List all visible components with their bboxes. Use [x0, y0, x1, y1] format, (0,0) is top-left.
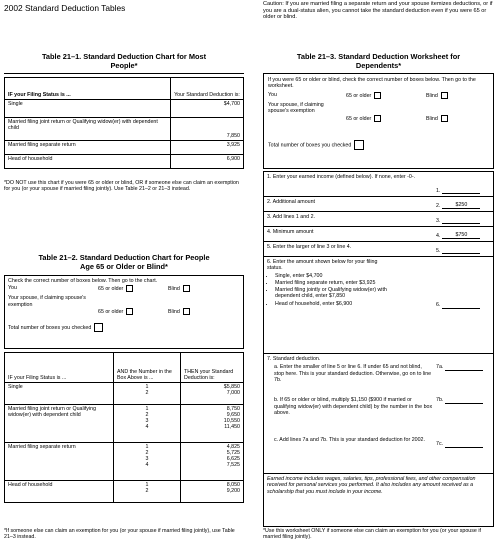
you-label: You: [8, 285, 17, 292]
you-label: You: [268, 91, 277, 98]
line-2-value: $250: [442, 202, 480, 209]
group-status: Head of household: [5, 481, 114, 503]
spouse-label: Your spouse, if claiming spouse's exemption: [268, 101, 324, 115]
col-deduction-header: THEN your Standard Deduction is:: [181, 353, 244, 383]
col-number-header: AND the Number in the Box Above is ...: [114, 353, 181, 383]
line-7b-input[interactable]: [445, 397, 483, 404]
total-label: Total number of boxes you checked: [8, 325, 92, 332]
row-status: Head of household: [5, 155, 171, 169]
total-box[interactable]: [354, 140, 364, 150]
worksheet: [263, 171, 494, 527]
blind-label: Blind: [426, 92, 438, 99]
table-21-2-checkbox-box: [4, 275, 244, 349]
blind-label: Blind: [168, 309, 180, 316]
row-status: Married filing joint return or Qualifying widow(er) with dependent child: [5, 118, 171, 141]
row-amount: $4,700: [171, 100, 244, 118]
worksheet-line-6: 6. Enter the amount shown below for your filing status. • Single, enter $4,700 • Married filing separate return, enter $3,925 • Married filing jointly or Qualifying widow(er) with dependent child, enter $7,850 • Head of household, enter $6,900 6.: [264, 257, 493, 354]
checkbox-spouse-blind[interactable]: [441, 115, 448, 122]
line-1-input[interactable]: [442, 187, 480, 194]
spouse-label: Your spouse, if claiming spouse's exemption: [8, 295, 86, 308]
row-status: Single: [5, 100, 171, 118]
checkbox-you-65[interactable]: [126, 285, 133, 292]
row-amount: 7,850: [171, 118, 244, 141]
total-box[interactable]: [94, 323, 103, 332]
line-7c-input[interactable]: [445, 441, 483, 448]
checkbox-you-blind[interactable]: [441, 92, 448, 99]
table-21-3-title: Table 21–3. Standard Deduction Worksheet for Dependents*: [296, 52, 461, 70]
worksheet-line-2: 2. Additional amount 2. $250: [264, 197, 493, 212]
checkbox-you-65[interactable]: [374, 92, 381, 99]
caution-note: Caution: If you are married filing a separate return and your spouse itemizes deductions, or if you are a dual-status alien, you cannot take the standard deduction even if you were 65 or older or blind.: [263, 1, 493, 21]
older-label: 65 or older: [98, 309, 124, 316]
blind-label: Blind: [426, 115, 438, 122]
group-status: Single: [5, 383, 114, 405]
worksheet-line-3: 3. Add lines 1 and 2. 3.: [264, 212, 493, 227]
worksheet-line-5: 5. Enter the larger of line 3 or line 4. 5.: [264, 242, 493, 257]
table-21-1: [4, 77, 244, 169]
checkbox-spouse-65[interactable]: [126, 308, 133, 315]
total-label: Total number of boxes you checked: [268, 142, 352, 149]
blind-label: Blind: [168, 286, 180, 293]
older-label: 65 or older: [346, 115, 372, 122]
line-7a-input[interactable]: [445, 364, 483, 371]
line-6-input[interactable]: [442, 302, 480, 309]
filing-status-list: • Single, enter $4,700 • Married filing separate return, enter $3,925 • Married filing jointly or Qualifying widow(er) with dependent child, enter $7,850 • Head of household, enter $6,900: [267, 273, 407, 307]
checkbox-spouse-65[interactable]: [374, 115, 381, 122]
older-label: 65 or older: [346, 92, 372, 99]
header-deduction: Your Standard Deduction is:: [171, 78, 244, 100]
line-5-input[interactable]: [442, 247, 480, 254]
table-21-1-rule: [4, 73, 244, 74]
checkbox-spouse-blind[interactable]: [183, 308, 190, 315]
group-status: Married filing separate return: [5, 443, 114, 481]
col-status-header: IF your Filing Status is ...: [5, 353, 114, 383]
earned-income-note: Earned income includes wages, salaries, tips, professional fees, and other compensation received for personal services you performed. It also includes any amount received as a scholarship that you must include in your income.: [267, 476, 476, 495]
page-title: 2002 Standard Deduction Tables: [4, 3, 126, 13]
worksheet-line-7: 7. Standard deduction. a. Enter the smaller of line 5 or line 6. If under 65 and not blind, stop here. This is your standard deduction. Otherwise, go on to line 7b. 7a. b. If 65 or older or blind, multiply $1,150 ($900 if married or qualifying widow(er) with dependent child) by the number in the box above. 7b. c. Add lines 7a and 7b. This is your standard deduction for 2002. 7c.: [264, 354, 493, 474]
older-label: 65 or older: [98, 286, 124, 293]
worksheet-line-1: 1. Enter your earned income (defined below). If none, enter -0-. 1.: [264, 172, 493, 197]
table-21-1-title: Table 21–1. Standard Deduction Chart for Most People*: [41, 52, 207, 70]
table-21-1-footnote: *DO NOT use this chart if you were 65 or older or blind, OR if someone else can claim an exemption for you (or your spouse if married filing jointly). Use Table 21–2 or 21–3 instead.: [4, 180, 239, 193]
table-21-3-checkbox-box: [263, 73, 494, 169]
row-status: Married filing separate return: [5, 141, 171, 155]
group-status: Married filing joint return or Qualifying widow(er) with dependent child: [5, 405, 114, 443]
row-amount: 6,900: [171, 155, 244, 169]
worksheet-line-4: 4. Minimum amount 4. $750: [264, 227, 493, 242]
table-21-2-title: Table 21–2. Standard Deduction Chart for People Age 65 or Older or Blind*: [38, 253, 210, 271]
checkbox-you-blind[interactable]: [183, 285, 190, 292]
line-4-value: $750: [442, 232, 480, 239]
table-21-3-footnote: *Use this worksheet ONLY if someone else can claim an exemption for you (or your spouse if married filing jointly).: [263, 528, 481, 541]
line-3-input[interactable]: [442, 217, 480, 224]
row-amount: 3,925: [171, 141, 244, 155]
table-21-2: IF your Filing Status is ... AND the Number in the Box Above is ... THEN your Standard Deduction is: Single 1 2 $5,850 7,000 Married filing joint return or Qualifying widow(er) with dependent child 1 2 3 4 8,750 9,650 10,550 11,450 Married filing separate return 1 2 3 4 4,825 5,725 6,625 7,525 Head of household 1 2 8,050 9,200: [4, 352, 244, 503]
table-21-2-footnote: *If someone else can claim an exemption for you (or your spouse if married filing jointly), use Table 21–3 instead.: [4, 528, 235, 541]
instructions: Check the correct number of boxes below. Then go to the chart.: [8, 278, 158, 284]
header-status: IF your Filing Status is ...: [5, 78, 171, 100]
instructions: If you were 65 or older or blind, check the correct number of boxes below. Then go to the worksheet.: [268, 77, 476, 90]
